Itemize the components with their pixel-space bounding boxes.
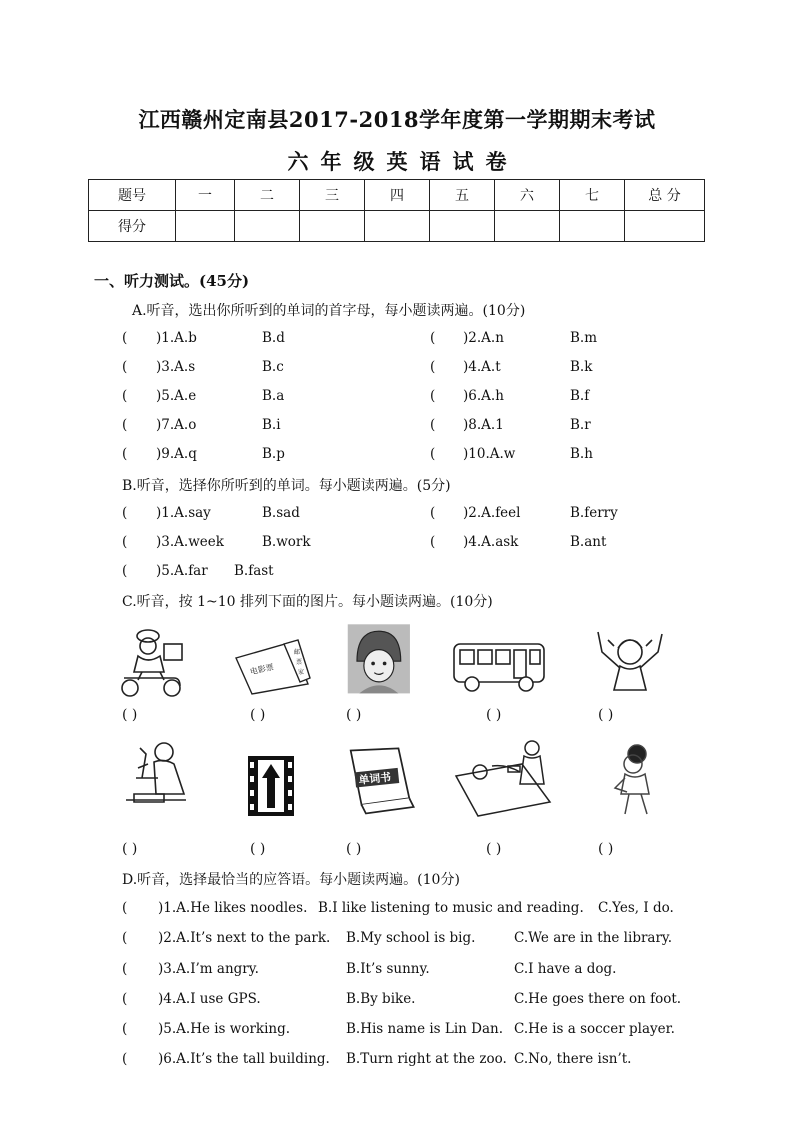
svg-text:邮: 邮 xyxy=(294,649,301,656)
answer-blank[interactable]: ( ) xyxy=(598,707,614,723)
score-table-score-row: 得分 xyxy=(89,211,705,242)
girl-thinking-picture xyxy=(598,740,678,816)
sick-in-bed-doctor-picture xyxy=(452,736,556,820)
exam-title: 江西赣州定南县2017-2018学年度第一学期期末考试 xyxy=(138,107,656,132)
movie-ticket-picture xyxy=(232,628,312,704)
section-listening-heading: 一、听力测试。(45分) xyxy=(94,272,250,290)
postman-on-scooter-picture xyxy=(112,622,192,698)
girl-waving-picture xyxy=(592,622,672,698)
score-cell[interactable] xyxy=(176,211,235,242)
part-c-instruction: C.听音，按 1~10 排列下面的图片。每小题读两遍。(10分) xyxy=(122,594,493,610)
score-table xyxy=(88,179,705,242)
score-cell[interactable] xyxy=(235,211,300,242)
svg-text:电影票: 电影票 xyxy=(249,662,275,677)
svg-text:票: 票 xyxy=(296,659,303,666)
score-cell[interactable] xyxy=(560,211,625,242)
answer-blank[interactable]: ( ) xyxy=(486,707,502,723)
score-cell[interactable] xyxy=(300,211,365,242)
child-in-helmet-picture xyxy=(340,622,420,698)
score-cell[interactable] xyxy=(430,211,495,242)
go-straight-sign-picture xyxy=(246,748,296,824)
part-b-instruction: B.听音，选择你所听到的单词。每小题读两遍。(5分) xyxy=(122,478,451,494)
score-cell[interactable] xyxy=(365,211,430,242)
part-a-instruction: A.听音，选出你所听到的单词的首字母，每小题读两遍。(10分) xyxy=(132,303,526,319)
answer-blank[interactable]: ( ) xyxy=(122,841,138,857)
bus-picture xyxy=(450,628,550,704)
word-book-picture xyxy=(340,744,420,820)
answer-blank[interactable]: ( ) xyxy=(250,707,266,723)
answer-blank[interactable]: ( ) xyxy=(346,841,362,857)
exam-subtitle: 六 年 级 英 语 试 卷 xyxy=(287,149,507,174)
svg-text:家: 家 xyxy=(298,669,305,676)
scientist-with-microscope-picture xyxy=(118,738,198,814)
answer-blank[interactable]: ( ) xyxy=(486,841,502,857)
svg-text:单词书: 单词书 xyxy=(357,770,392,787)
score-table-header: 题号 一 二 三 四 五 六 七 总 分 xyxy=(89,180,705,211)
answer-blank[interactable]: ( ) xyxy=(122,707,138,723)
part-d-instruction: D.听音，选择最恰当的应答语。每小题读两遍。(10分) xyxy=(122,872,460,888)
answer-blank[interactable]: ( ) xyxy=(250,841,266,857)
score-cell[interactable] xyxy=(625,211,705,242)
answer-blank[interactable]: ( ) xyxy=(598,841,614,857)
answer-blank[interactable]: ( ) xyxy=(346,707,362,723)
score-cell[interactable] xyxy=(495,211,560,242)
